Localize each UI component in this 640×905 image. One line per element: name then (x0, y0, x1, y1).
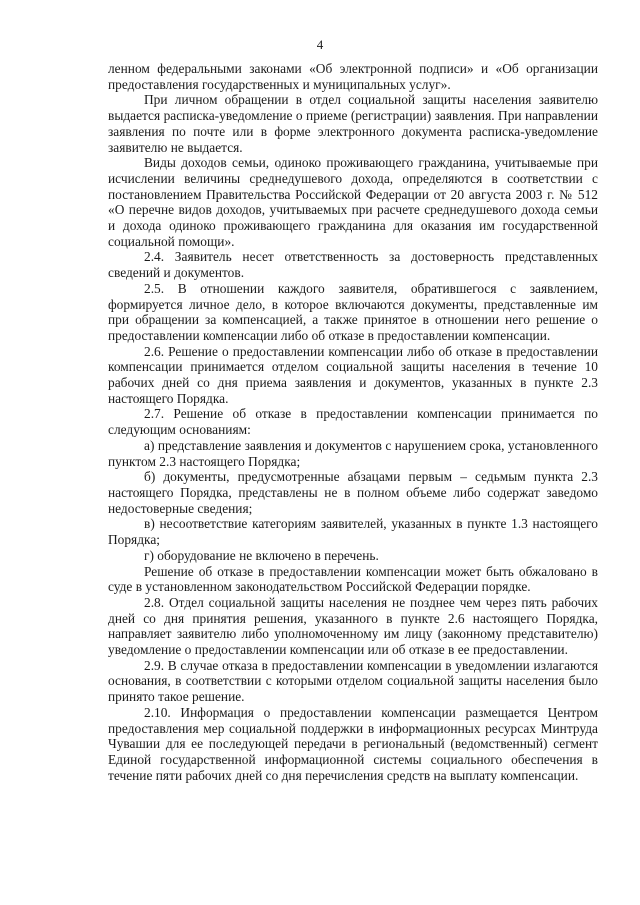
document-body (108, 61, 598, 783)
page-number: 4 (316, 37, 324, 52)
paragraph-income-types: Виды доходов семьи, одиноко проживающего гражданина, учитываемые при исчислении величины среднедушевого дохода, определяются в соответствии с постановлением Правительства Российской Федерации от 20 августа 2003 г. № 512 «О перечне видов доходов, учитываемых при расчете среднедушевого дохода семьи и дохода одиноко проживающего гражданина для оказания им государственной социальной помощи». (108, 155, 598, 249)
list-item-a: а) представление заявления и документов с нарушением срока, установленного пунктом 2.3 настоящего Порядка; (108, 437, 598, 469)
list-item-g: г) оборудование не включено в перечень. (144, 547, 379, 563)
paragraph-2-6: 2.6. Решение о предоставлении компенсации либо об отказе в предоставлении компенсации принимается отделом социальной защиты населения в течение 10 рабочих дней со дня приема заявления и документов, указанных в пункте 2.3 настоящего Порядка. (108, 343, 598, 406)
paragraph-appeal: Решение об отказе в предоставлении компенсации может быть обжаловано в суде в установленном законодательством Российской Федерации порядке. (108, 563, 598, 595)
list-item-b: б) документы, предусмотренные абзацами первым – седьмым пункта 2.3 настоящего Порядка, представлены не в полном объеме либо содержат заведомо недостоверные сведения; (108, 469, 598, 516)
paragraph-continuation: ленном федеральными законами «Об электронной подписи» и «Об организации предоставления государственных и муниципальных услуг». (108, 61, 598, 92)
list-item-v: в) несоответствие категориям заявителей, указанных в пункте 1.3 настоящего Порядка; (108, 516, 598, 548)
paragraph-2-10: 2.10. Информация о предоставлении компенсации размещается Центром предоставления мер социальной поддержки в информационных ресурсах Минтруда Чувашии для ее последующей передачи в региональный (ведомственный) сегмент Единой государственной информационной системы социального обеспечения в течение пяти рабочих дней со дня перечисления средств на выплату компенсации. (108, 704, 598, 783)
paragraph-2-8: 2.8. Отдел социальной защиты населения не позднее чем через пять рабочих дней со дня принятия решения, указанного в пункте 2.6 настоящего Порядка, направляет заявителю либо уполномоченному им лицу (законному представителю) уведомление о предоставлении компенсации или об отказе в ее предоставлении. (108, 594, 598, 658)
paragraph-2-7: 2.7. Решение об отказе в предоставлении компенсации принимается по следующим основаниям: (108, 406, 598, 438)
paragraph-2-5: 2.5. В отношении каждого заявителя, обратившегося с заявлением, формируется личное дело, в которое включаются документы, представленные им при обращении за компенсацией, а также принятое в отношении него решение о предоставлении компенсации либо об отказе в предоставлении компенсации. (108, 280, 598, 343)
paragraph-2-4: 2.4. Заявитель несет ответственность за достоверность представленных сведений и документов. (108, 249, 598, 281)
paragraph-2-9: 2.9. В случае отказа в предоставлении компенсации в уведомлении излагаются основания, в соответствии с которыми отделом социальной защиты населения было принято такое решение. (108, 657, 598, 705)
paragraph-personal-application: При личном обращении в отдел социальной защиты населения заявителю выдается расписка-уведомление о приеме (регистрации) заявления. При направлении заявления по почте или в форме электронного документа расписка-уведомление заявителю не выдается. (108, 92, 598, 155)
